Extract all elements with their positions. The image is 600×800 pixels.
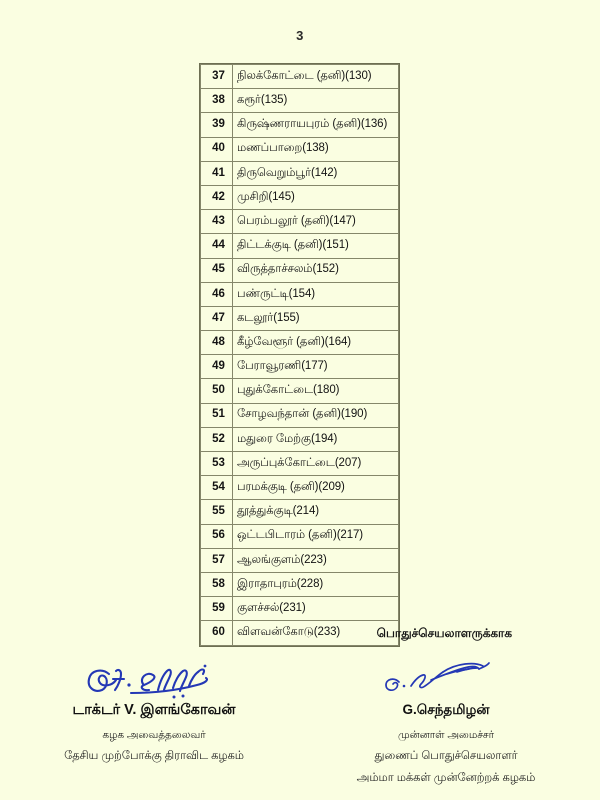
table-row <box>201 379 399 403</box>
constituency-serial-number: 55 <box>201 500 233 524</box>
table-row <box>201 597 399 621</box>
handwritten-signature-left <box>8 660 300 704</box>
constituency-name: கரூர்(135) <box>233 89 399 113</box>
constituency-serial-number: 58 <box>201 572 233 596</box>
page-number: 3 <box>296 28 304 43</box>
constituency-serial-number: 56 <box>201 524 233 548</box>
constituency-serial-number: 38 <box>201 89 233 113</box>
constituency-serial-number: 53 <box>201 452 233 476</box>
constituency-name: இராதாபுரம்(228) <box>233 572 399 596</box>
signatory-title-left-1: கழக அவைத்தலைவர் <box>102 729 206 741</box>
table-row <box>201 113 399 137</box>
table-row <box>201 476 399 500</box>
signatory-title-right-3: அம்மா மக்கள் முன்னேற்றக் கழகம் <box>356 772 536 784</box>
constituency-serial-number: 45 <box>201 258 233 282</box>
constituency-serial-number: 47 <box>201 306 233 330</box>
constituency-name: முசிறி(145) <box>233 185 399 209</box>
constituency-name: மணப்பாறை(138) <box>233 137 399 161</box>
constituency-serial-number: 50 <box>201 379 233 403</box>
signature-block-left <box>8 660 300 764</box>
constituency-name: அருப்புக்கோட்டை(207) <box>233 452 399 476</box>
constituency-name: கீழ்வேளூர் (தனி)(164) <box>233 331 399 355</box>
constituency-serial-number: 42 <box>201 185 233 209</box>
constituency-name: தூத்துக்குடி(214) <box>233 500 399 524</box>
table-row <box>201 137 399 161</box>
table-row <box>201 185 399 209</box>
table-row <box>201 500 399 524</box>
table-row <box>201 452 399 476</box>
constituency-name: ஆலங்குளம்(223) <box>233 548 399 572</box>
constituency-name: திருவெறும்பூர்(142) <box>233 161 399 185</box>
constituency-serial-number: 43 <box>201 210 233 234</box>
table-row <box>201 548 399 572</box>
constituency-name: புதுக்கோட்டை(180) <box>233 379 399 403</box>
constituency-name: சோழவந்தான் (தனி)(190) <box>233 403 399 427</box>
constituency-name: பண்ருட்டி(154) <box>233 282 399 306</box>
constituency-table-body <box>201 65 399 646</box>
table-row <box>201 234 399 258</box>
table-row <box>201 89 399 113</box>
constituency-serial-number: 48 <box>201 331 233 355</box>
table-row <box>201 210 399 234</box>
constituency-serial-number: 37 <box>201 65 233 89</box>
constituency-name: திட்டக்குடி (தனி)(151) <box>233 234 399 258</box>
table-row <box>201 403 399 427</box>
signatory-title-right-1: முன்னாள் அமைச்சர் <box>397 729 495 741</box>
constituency-name: விளவன்கோடு(233) <box>233 621 399 645</box>
constituency-serial-number: 46 <box>201 282 233 306</box>
for-general-secretary-label: பொதுச்செயலாளருக்காக <box>376 626 512 640</box>
constituency-name: மதுரை மேற்கு(194) <box>233 427 399 451</box>
signatory-title-left-2: தேசிய முற்போக்கு திராவிட கழகம் <box>64 750 244 762</box>
constituency-serial-number: 59 <box>201 597 233 621</box>
constituency-serial-number: 49 <box>201 355 233 379</box>
constituency-serial-number: 51 <box>201 403 233 427</box>
constituency-table-container <box>199 63 400 647</box>
table-row <box>201 282 399 306</box>
signatory-name-right: G.செந்தமிழன் <box>402 702 490 717</box>
constituency-name: பேராவூரணி(177) <box>233 355 399 379</box>
table-row <box>201 427 399 451</box>
table-row <box>201 355 399 379</box>
constituency-name: கடலூர்(155) <box>233 306 399 330</box>
table-row <box>201 258 399 282</box>
constituency-name: பெரம்பலூர் (தனி)(147) <box>233 210 399 234</box>
constituency-name: விருத்தாச்சலம்(152) <box>233 258 399 282</box>
constituency-name: நிலக்கோட்டை (தனி)(130) <box>233 65 399 89</box>
constituency-serial-number: 57 <box>201 548 233 572</box>
constituency-name: கிருஷ்ணராயபுரம் (தனி)(136) <box>233 113 399 137</box>
constituency-serial-number: 54 <box>201 476 233 500</box>
signatory-name-left: டாக்டர் V. இளங்கோவன் <box>72 702 236 718</box>
table-row <box>201 161 399 185</box>
signature-block-right <box>300 660 592 786</box>
table-row <box>201 65 399 89</box>
constituency-serial-number: 52 <box>201 427 233 451</box>
handwritten-signature-right <box>300 660 592 704</box>
constituency-name: குளச்சல்(231) <box>233 597 399 621</box>
constituency-name: ஒட்டபிடாரம் (தனி)(217) <box>233 524 399 548</box>
constituency-serial-number: 41 <box>201 161 233 185</box>
constituency-serial-number: 40 <box>201 137 233 161</box>
table-row <box>201 572 399 596</box>
constituency-serial-number: 44 <box>201 234 233 258</box>
constituency-serial-number: 39 <box>201 113 233 137</box>
constituency-serial-number: 60 <box>201 621 233 645</box>
table-row <box>201 331 399 355</box>
table-row <box>201 524 399 548</box>
constituency-table <box>200 64 399 646</box>
table-row <box>201 306 399 330</box>
constituency-name: பரமக்குடி (தனி)(209) <box>233 476 399 500</box>
signatory-title-right-2: துணைப் பொதுச்செயலாளர் <box>374 750 518 762</box>
signature-area <box>0 660 600 800</box>
